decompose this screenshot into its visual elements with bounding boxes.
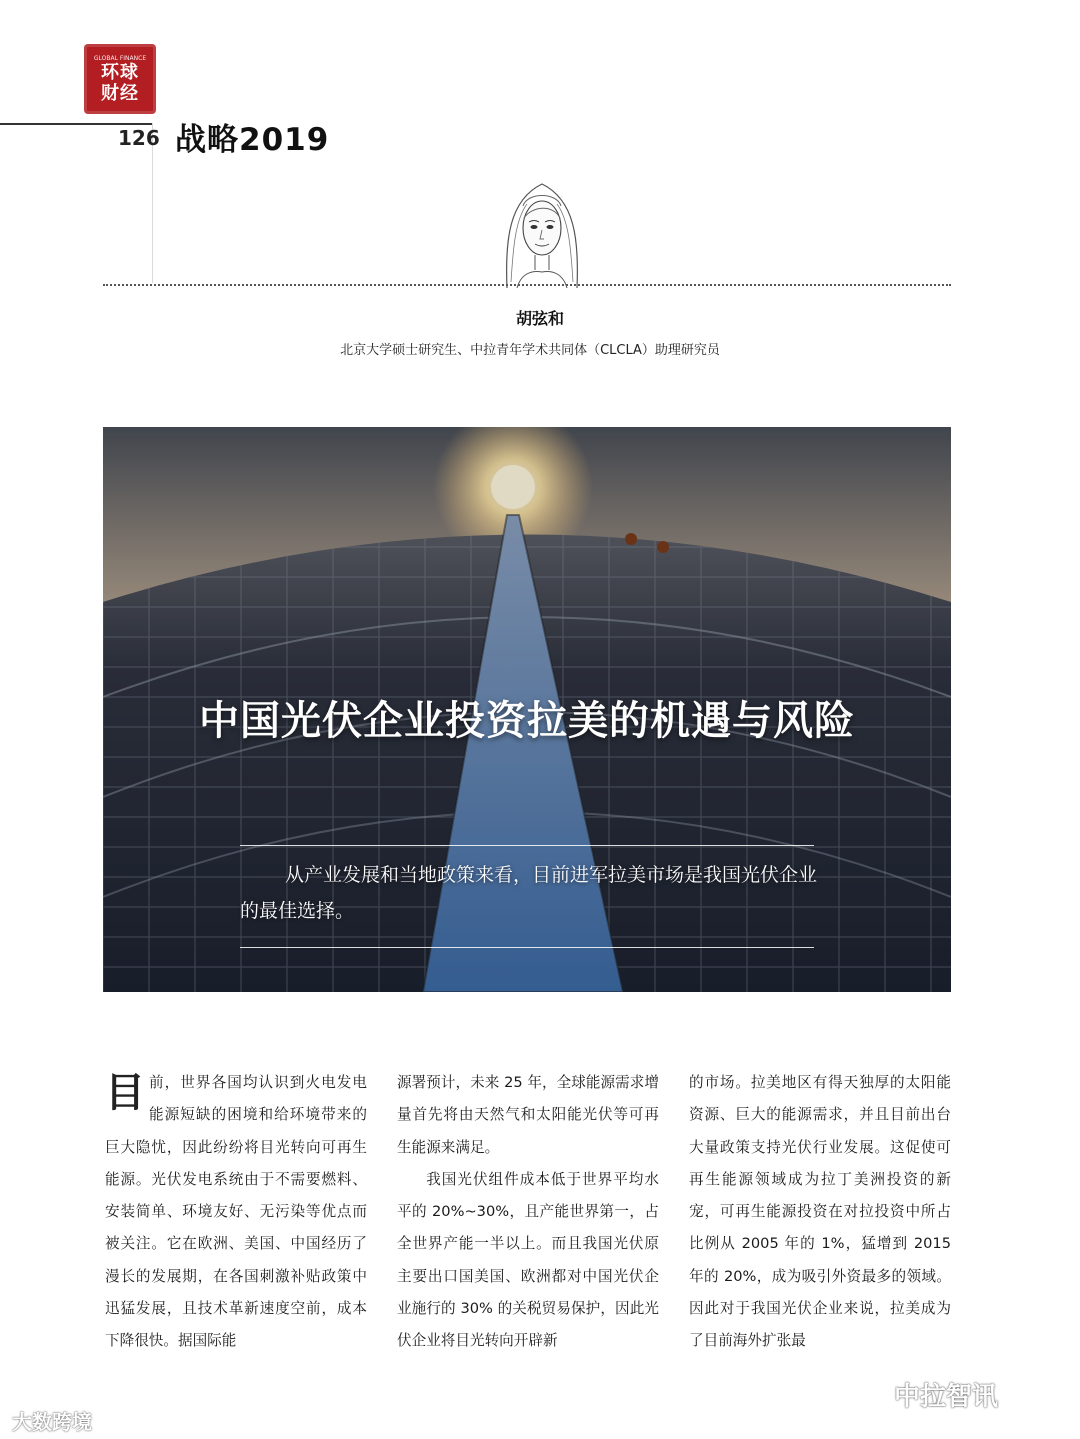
logo-line-2: 财经 — [101, 82, 139, 104]
column-1-text: 前，世界各国均认识到火电发电能源短缺的困境和给环境带来的巨大隐忧，因此纷纷将目光转向可再生能源。光伏发电系统由于不需要燃料、安装简单、环境友好、无污染等优点而被关注。它在欧洲、美国、中国经历了漫长的发展期，在各国刺激补贴政策中迅猛发展，且技术革新速度空前，成本下降很快。据国际能 — [105, 1074, 367, 1350]
author-bio: 北京大学硕士研究生、中拉青年学术共同体（CLCLA）助理研究员 — [340, 343, 720, 358]
logo-subtitle: GLOBAL FINANCE — [93, 54, 147, 62]
watermark-left: 大数跨境 — [12, 1410, 92, 1434]
column-2-paragraph-1: 源署预计，未来 25 年，全球能源需求增量首先将由天然气和太阳能光伏等可再生能源来满足。 — [397, 1074, 659, 1156]
author-name: 胡弦和 — [515, 309, 564, 328]
author-portrait — [487, 170, 597, 290]
author-divider — [103, 284, 951, 286]
body-column-3 — [689, 1067, 951, 1358]
hero-image — [103, 427, 951, 992]
magazine-logo — [84, 44, 156, 114]
header-rule — [0, 123, 152, 125]
pull-quote: 从产业发展和当地政策来看，目前进军拉美市场是我国光伏企业的最佳选择。 — [240, 864, 818, 922]
pull-quote-rule-top — [240, 845, 814, 846]
column-2-paragraph-2: 我国光伏组件成本低于世界平均水平的 20%~30%，且产能世界第一，占全世界产能一半以上。而且我国光伏原主要出口国美国、欧洲都对中国光伏企业施行的 30% 的关税贸易保护，因此光伏企业将目光转向开辟新 — [397, 1170, 659, 1350]
pull-quote-rule-bottom — [240, 947, 814, 948]
section-title: 战略2019 — [175, 122, 330, 158]
page-number: 126 — [118, 126, 160, 150]
column-3-text: 的市场。拉美地区有得天独厚的太阳能资源、巨大的能源需求，并且目前出台大量政策支持光伏行业发展。这促使可再生能源领域成为拉丁美洲投资的新宠，可再生能源投资在对拉投资中所占比例从 2005 年的 1%，猛增到 2015 年的 20%，成为吸引外资最多的领域。因此对于我国光伏企业来说，拉美成为了目前海外扩张最 — [689, 1074, 951, 1350]
article-title: 中国光伏企业投资拉美的机遇与风险 — [199, 698, 855, 744]
drop-cap: 目 — [105, 1069, 145, 1116]
logo-line-1: 环球 — [101, 61, 139, 83]
body-column-1 — [105, 1067, 367, 1358]
watermark-right: 中拉智讯 — [894, 1382, 999, 1412]
body-column-2 — [397, 1067, 659, 1358]
